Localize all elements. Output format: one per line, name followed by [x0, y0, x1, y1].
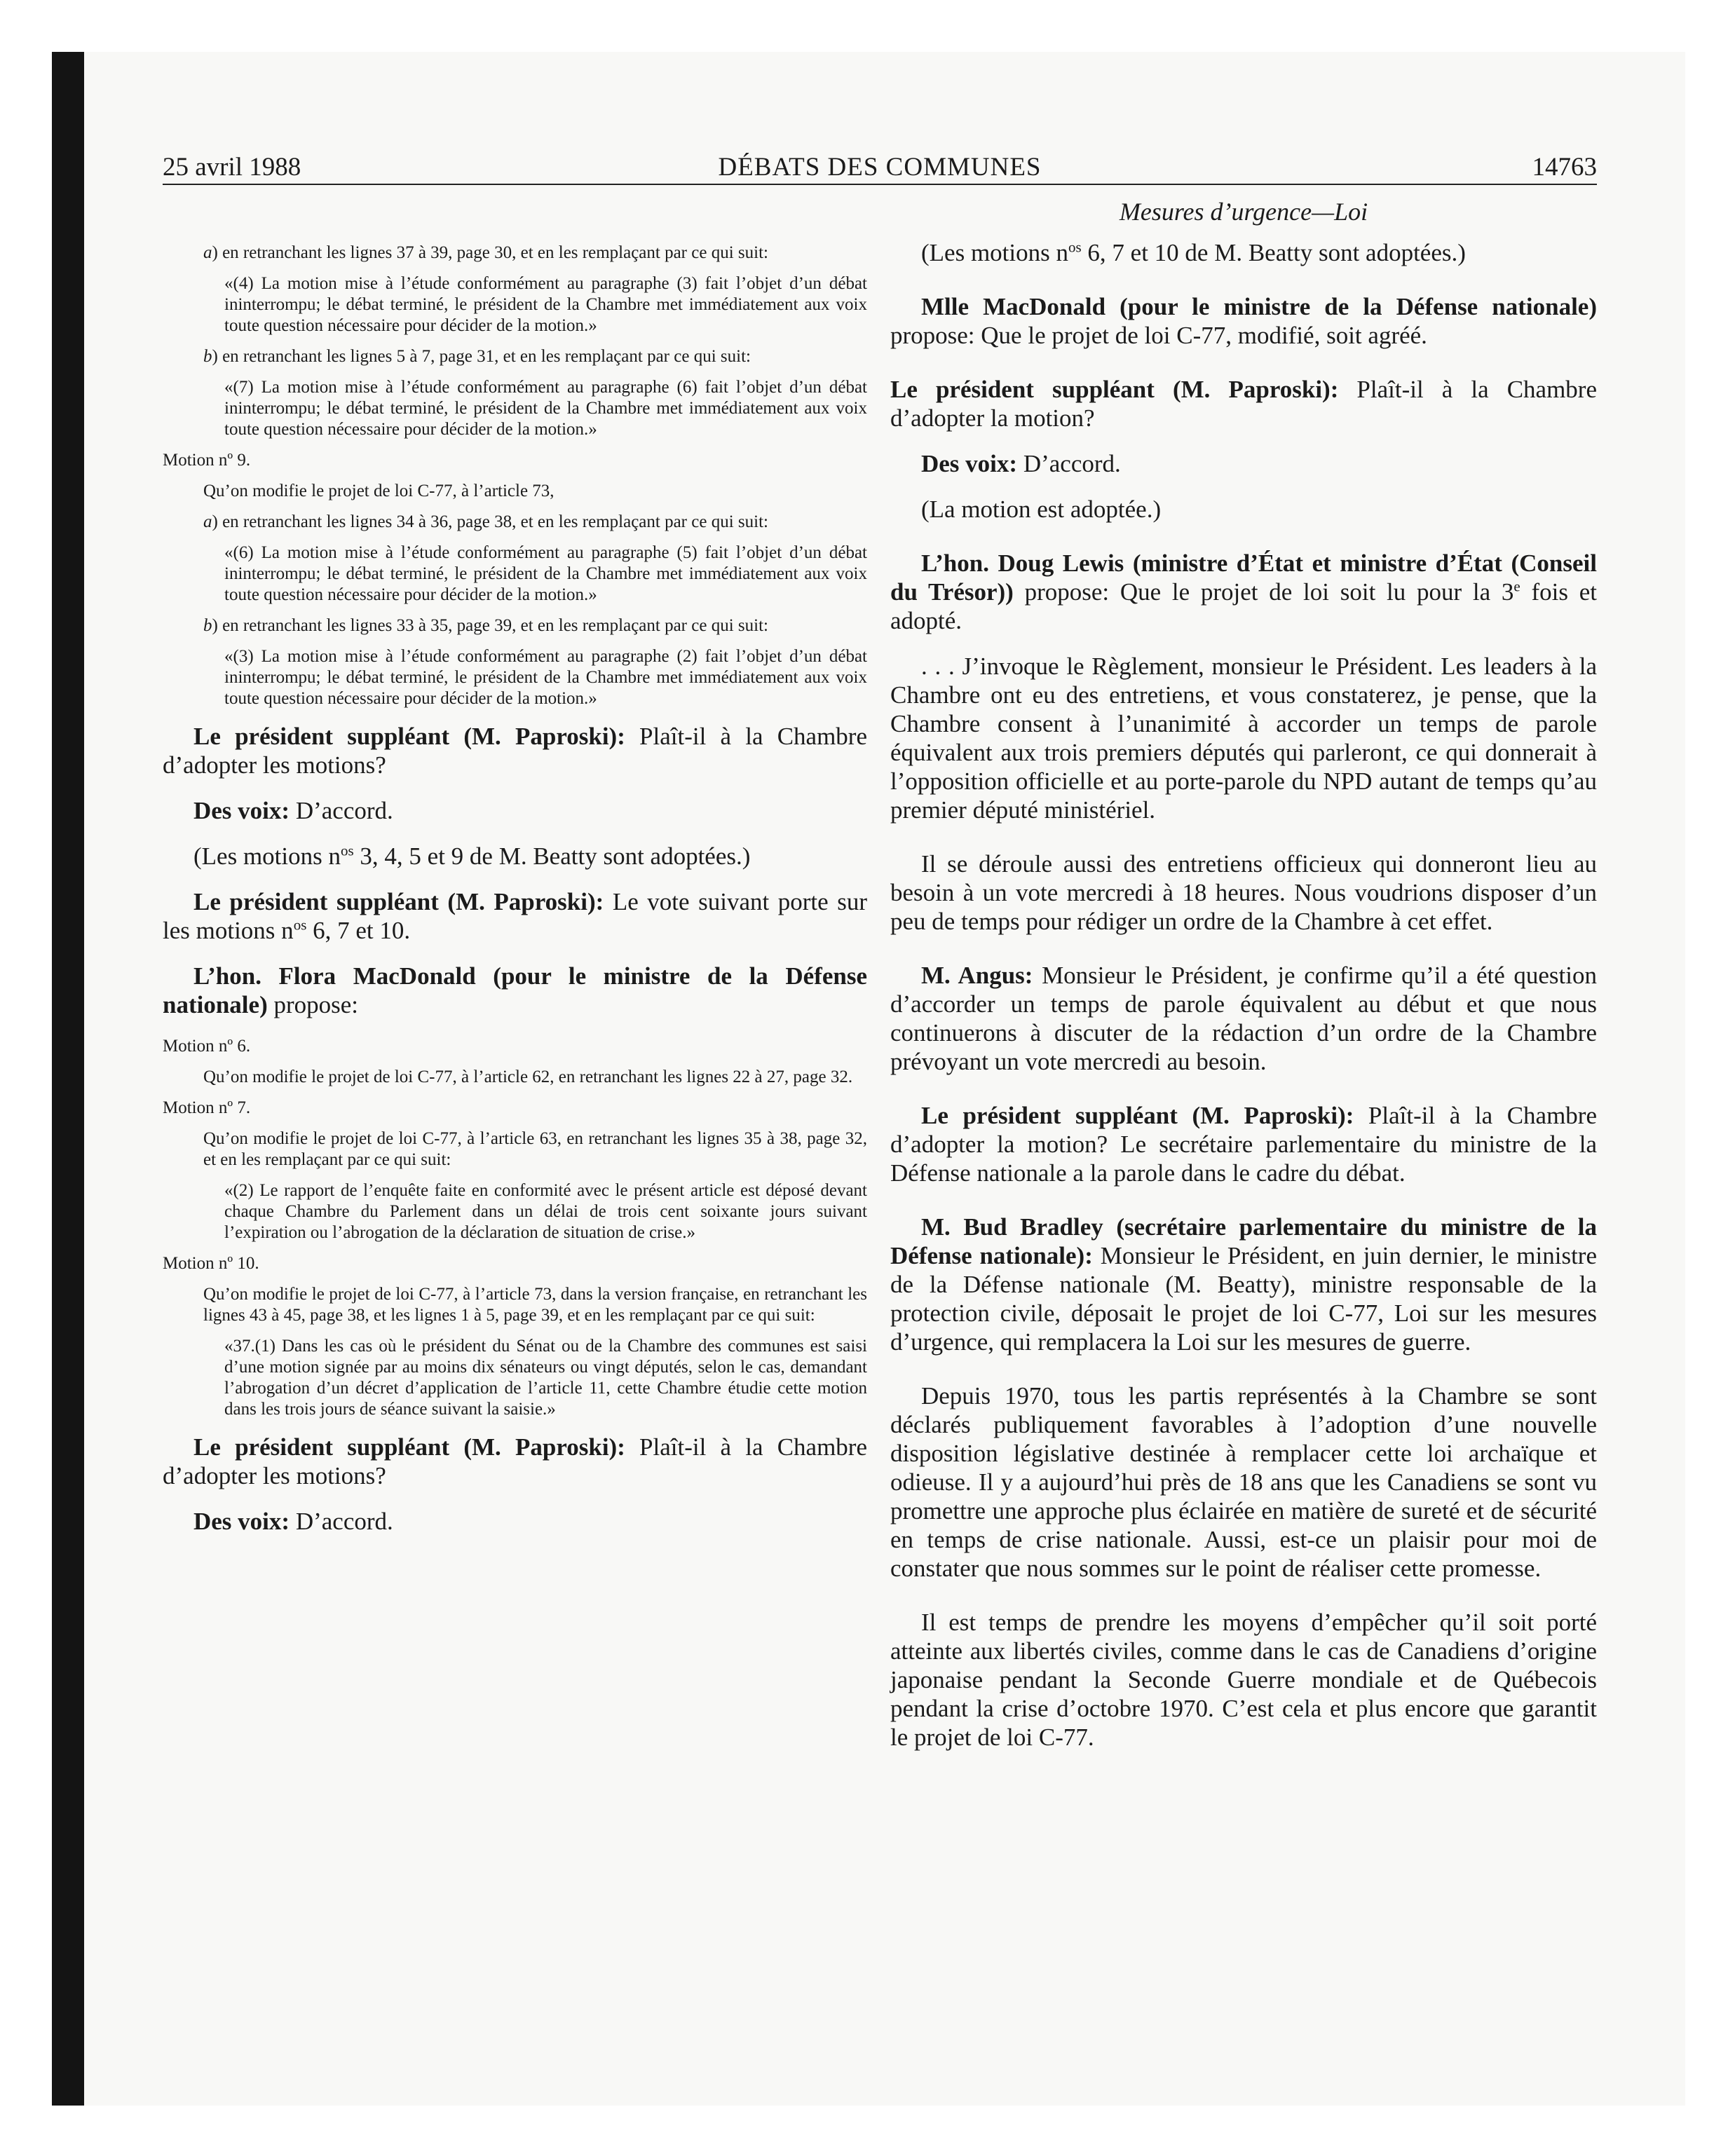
item-text: ) en retranchant les lignes 33 à 35, page 39, et en les remplaçant par ce qui suit:	[212, 616, 768, 635]
speech-bud-bradley	[890, 1213, 1597, 1356]
header-journal-title: DÉBATS DES COMMUNES	[718, 153, 1042, 182]
quoted-text-6: «37.(1) Dans les cas où le président du Sénat ou de la Chambre des communes est saisi d’une motion signée par au moins dix sénateurs ou vingt députés, selon le cas, demandant l’abrogation d’un décret d’application de l’article 11, cette Chambre étudie cette motion dans les trois jours de séance suivant la saisie.»	[224, 1337, 867, 1419]
result-motions-adopted-1	[163, 842, 867, 871]
speech-sup: e	[1513, 578, 1520, 595]
item-letter: b	[203, 347, 212, 366]
paragraph-bradley-2: Depuis 1970, tous les partis représentés à la Chambre se sont déclarés publiquement favorables à l’adoption d’une nouvelle disposition législative destinée à remplacer cette loi archaïque et odieuse. Il y a aujourd’hui près de 18 ans que les Canadiens se sont vu promettre une approche plus éclairée en matière de sureté et de sécurité en temps de crise nationale. Aussi, est-ce un plaisir pour moi de constater que nous sommes sur le point de réaliser cette promesse.	[890, 1382, 1597, 1582]
speaker-name: Le président suppléant (M. Paproski):	[193, 723, 625, 750]
speech-flora-macdonald	[163, 962, 867, 1019]
speech-mlle-macdonald	[890, 292, 1597, 350]
speaker-name: M. Bud Bradley (secrétaire parlementaire du ministre de la Défense nationale):	[890, 1213, 1597, 1269]
speech-text: propose: Que le projet de loi C-77, modifié, soit agréé.	[890, 322, 1427, 349]
speaker-name: M. Angus:	[921, 962, 1033, 989]
header-rule	[163, 184, 1597, 185]
item-text: ) en retranchant les lignes 37 à 39, page 30, et en les remplaçant par ce qui suit:	[212, 243, 768, 262]
speaker-name: Le président suppléant (M. Paproski):	[193, 888, 604, 915]
speech-text: Plaît-il à la Chambre d’adopter les motions?	[163, 723, 867, 779]
motion-9-label: Motion nº 9.	[163, 451, 251, 470]
speech-text: D’accord.	[290, 1508, 393, 1535]
speaker-name: Des voix:	[193, 797, 290, 824]
amendment-a-1	[163, 243, 867, 264]
item-text: ) en retranchant les lignes 5 à 7, page 31, et en les remplaçant par ce qui suit:	[212, 347, 751, 366]
quoted-text-1: «(4) La motion mise à l’étude conformément au paragraphe (3) fait l’objet d’un débat ininterrompu; le débat terminé, le président de la Chambre met immédiatement aux voix toute question nécessaire pour décider de la motion.»	[224, 274, 867, 335]
result-motions-adopted-2	[890, 238, 1597, 267]
speech-text: Monsieur le Président, en juin dernier, le ministre de la Défense nationale (M. Beatty), ministre responsable de la protection civile, déposait le projet de loi C-77, Loi sur les mesures d’urgence, qui remplacera la Loi sur les mesures de guerre.	[890, 1242, 1597, 1356]
speech-speaker-paproski-5	[890, 1101, 1597, 1187]
amendment-b-2	[163, 615, 867, 636]
paragraph-lewis-2: Il se déroule aussi des entretiens officieux qui donneront lieu au besoin à un vote mercredi à 18 heures. Nous voudrions disposer d’un peu de temps pour rédiger un ordre de la Chambre à cet effet.	[890, 850, 1597, 935]
speaker-name: Le président suppléant (M. Paproski):	[193, 1433, 625, 1461]
motion-6-label: Motion nº 6.	[163, 1037, 251, 1056]
result-text: (Les motions n	[921, 239, 1068, 266]
header-date: 25 avril 1988	[163, 153, 301, 182]
amendment-a-2	[163, 512, 867, 533]
speech-text: Plaît-il à la Chambre d’adopter les motions?	[163, 1433, 867, 1489]
speech-angus	[890, 961, 1597, 1076]
speaker-name: L’hon. Doug Lewis (ministre d’État et ministre d’État (Conseil du Trésor))	[890, 550, 1597, 606]
speech-text: D’accord.	[1017, 450, 1121, 477]
speech-text: propose:	[267, 991, 359, 1018]
motion-7-label: Motion nº 7.	[163, 1098, 251, 1117]
speech-sup: os	[293, 916, 307, 934]
header-page-number: 14763	[1532, 153, 1597, 182]
result-sup: os	[340, 842, 354, 859]
speech-text: D’accord.	[290, 797, 393, 824]
speech-text: Monsieur le Président, je confirme qu’il a été question d’accorder un temps de parole équivalent au début et que nous continuerons à discuter de la rédaction d’un ordre de la Chambre prévoyant un vote mercredi au besoin.	[890, 962, 1597, 1075]
item-text: ) en retranchant les lignes 34 à 36, page 38, et en les remplaçant par ce qui suit:	[212, 512, 768, 531]
speaker-name: Mlle MacDonald (pour le ministre de la Défense nationale)	[921, 293, 1597, 320]
speaker-name: Des voix:	[921, 450, 1018, 477]
result-text: (Les motions n	[193, 842, 341, 870]
speech-speaker-paproski-3	[163, 1433, 867, 1490]
result-sup: os	[1068, 238, 1082, 256]
section-title: Mesures d’urgence—Loi	[1119, 198, 1368, 226]
binding-edge	[52, 52, 84, 2106]
quoted-text-5: «(2) Le rapport de l’enquête faite en conformité avec le présent article est déposé devant chaque Chambre du Parlement dans un délai de trois cent soixante jours suivant l’expiration ou l’abrogation de la déclaration de situation de crise.»	[224, 1181, 867, 1242]
paragraph-bradley-3: Il est temps de prendre les moyens d’empêcher qu’il soit porté atteinte aux libertés civiles, comme dans le cas de Canadiens d’origine japonaise pendant la Seconde Guerre mondiale et de Québecois pendant la crise d’octobre 1970. C’est cela et plus encore que garantit le projet de loi C-77.	[890, 1609, 1597, 1751]
speaker-name: L’hon. Flora MacDonald (pour le ministre de la Défense nationale)	[163, 962, 867, 1018]
speech-text: Plaît-il à la Chambre d’adopter la motion?	[890, 376, 1597, 432]
motion-6-text: Qu’on modifie le projet de loi C-77, à l’article 62, en retranchant les lignes 22 à 27, page 32.	[203, 1067, 853, 1086]
item-letter: b	[203, 616, 212, 635]
motion-10-label: Motion nº 10.	[163, 1254, 259, 1273]
item-letter: a	[203, 512, 212, 531]
speech-text: 6, 7 et 10.	[306, 917, 411, 944]
speech-speaker-paproski-1	[163, 722, 867, 779]
speech-speaker-paproski-2	[163, 887, 867, 945]
paragraph-lewis-1: . . . J’invoque le Règlement, monsieur le Président. Les leaders à la Chambre ont eu des entretiens, et vous constaterez, je pense, que la Chambre consent à l’unanimité à accorder un temps de parole équivalent aux trois premiers députés qui parleront, ce qui donnerait à l’opposition officielle et au porte-parole du NPD autant de temps qu’au premier député ministériel.	[890, 653, 1597, 824]
speech-speaker-paproski-4	[890, 375, 1597, 432]
left-column	[163, 196, 867, 1553]
quoted-text-3: «(6) La motion mise à l’étude conformément au paragraphe (5) fait l’objet d’un débat ininterrompu; le débat terminé, le président de la Chambre met immédiatement aux voix toute question nécessaire pour décider de la motion.»	[224, 543, 867, 604]
result-text: 6, 7 et 10 de M. Beatty sont adoptées.)	[1081, 239, 1466, 266]
result-text: 3, 4, 5 et 9 de M. Beatty sont adoptées.)	[353, 842, 751, 870]
speaker-name: Le président suppléant (M. Paproski):	[921, 1102, 1354, 1129]
speech-text: Le vote suivant porte sur les motions n	[163, 888, 867, 944]
motion-7-text: Qu’on modifie le projet de loi C-77, à l’article 63, en retranchant les lignes 35 à 38, page 32, et en les remplaçant par ce qui suit:	[203, 1129, 867, 1169]
speaker-name: Des voix:	[193, 1508, 290, 1535]
result-motion-adopted: (La motion est adoptée.)	[921, 496, 1162, 523]
speech-voices-3	[890, 449, 1597, 478]
speech-text: propose: Que le projet de loi soit lu pour la 3	[1013, 578, 1514, 606]
motion-9-intro: Qu’on modifie le projet de loi C-77, à l’article 73,	[203, 482, 554, 500]
speech-doug-lewis	[890, 549, 1597, 635]
amendment-b-1	[163, 346, 867, 367]
running-header	[163, 150, 1597, 185]
speech-voices-1	[163, 796, 867, 825]
quoted-text-4: «(3) La motion mise à l’étude conformément au paragraphe (2) fait l’objet d’un débat ininterrompu; le débat terminé, le président de la Chambre met immédiatement aux voix toute question nécessaire pour décider de la motion.»	[224, 647, 867, 708]
speech-text: fois et adopté.	[890, 578, 1597, 634]
quoted-text-2: «(7) La motion mise à l’étude conformément au paragraphe (6) fait l’objet d’un débat ininterrompu; le débat terminé, le président de la Chambre met immédiatement aux voix toute question nécessaire pour décider de la motion.»	[224, 378, 867, 439]
speech-text: Plaît-il à la Chambre d’adopter la motion? Le secrétaire parlementaire du ministre de la Défense nationale a la parole dans le cadre du débat.	[890, 1102, 1597, 1187]
item-letter: a	[203, 243, 212, 262]
speaker-name: Le président suppléant (M. Paproski):	[890, 376, 1339, 403]
right-column	[890, 196, 1597, 1768]
motion-10-text: Qu’on modifie le projet de loi C-77, à l’article 73, dans la version française, en retranchant les lignes 43 à 45, page 38, et les lignes 1 à 5, page 39, et en les remplaçant par ce qui suit:	[203, 1285, 867, 1325]
speech-voices-2	[163, 1507, 867, 1536]
